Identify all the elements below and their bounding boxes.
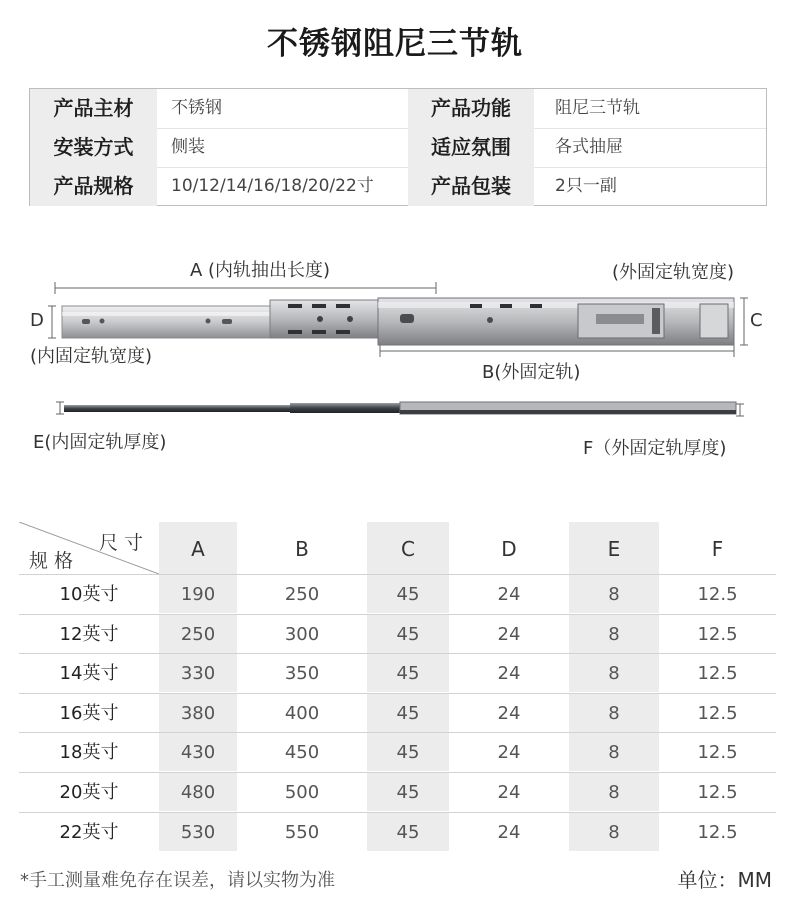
spec-row: [30, 167, 766, 206]
spec-table: [29, 88, 767, 206]
corner-spec-label: 规 格: [29, 550, 74, 572]
spec-value: 不锈钢: [171, 98, 222, 118]
col-header-e: E: [569, 522, 659, 574]
spec-row: [30, 128, 766, 168]
cell-a: 190: [159, 575, 237, 613]
col-header-c: C: [367, 522, 449, 574]
cell-a: 250: [159, 615, 237, 653]
cell-c: 45: [367, 773, 449, 811]
label-a: A (内轨抽出长度): [190, 260, 331, 281]
cell-b: 500: [284, 782, 320, 803]
cell-c: 45: [367, 575, 449, 613]
label-b: B(外固定轨): [482, 362, 581, 383]
cell-e: 8: [569, 615, 659, 653]
cell-e: 8: [569, 654, 659, 692]
spec-label: 适应氛围: [408, 128, 534, 167]
label-inner-width: (内固定轨宽度): [30, 346, 153, 367]
table-row: [19, 772, 776, 811]
cell-f: 12.5: [697, 782, 738, 803]
header-corner: [19, 522, 159, 574]
cell-a: 430: [159, 733, 237, 771]
spec-value: 10/12/14/16/18/20/22寸: [171, 176, 374, 196]
label-outer-width: (外固定轨宽度): [612, 262, 735, 283]
row-spec: 14英寸: [59, 663, 119, 685]
cell-e: 8: [569, 813, 659, 851]
spec-label: 产品主材: [30, 89, 157, 128]
spec-label: 产品功能: [408, 89, 534, 128]
cell-b: 250: [284, 584, 320, 605]
cell-b: 350: [284, 663, 320, 685]
cell-c: 45: [367, 733, 449, 771]
spec-label: 产品包装: [408, 167, 534, 206]
spec-value: 2只一副: [555, 176, 617, 196]
row-spec: 16英寸: [59, 702, 119, 724]
table-row: [19, 732, 776, 771]
cell-a: 330: [159, 654, 237, 692]
cell-d: 24: [497, 623, 521, 645]
cell-d: 24: [497, 821, 521, 843]
label-e: E(内固定轨厚度): [33, 432, 167, 453]
col-header-b: B: [295, 537, 309, 561]
cell-a: 530: [159, 813, 237, 851]
table-row: [19, 693, 776, 732]
label-c: C: [750, 310, 763, 331]
slide-rail-diagram: [0, 240, 790, 480]
row-spec: 22英寸: [59, 821, 119, 843]
spec-label: 产品规格: [30, 167, 157, 206]
size-table-header: [19, 522, 776, 574]
col-header-d: D: [501, 537, 517, 561]
table-row: [19, 653, 776, 692]
cell-a: 480: [159, 773, 237, 811]
cell-f: 12.5: [697, 702, 738, 724]
cell-b: 300: [284, 623, 320, 645]
row-spec: 20英寸: [59, 782, 119, 803]
footnote: *手工测量难免存在误差，请以实物为准: [20, 870, 335, 891]
spec-row: [30, 89, 766, 129]
cell-c: 45: [367, 654, 449, 692]
label-f: F（外固定轨厚度): [583, 438, 727, 459]
cell-c: 45: [367, 813, 449, 851]
spec-label: 安装方式: [30, 128, 157, 167]
cell-b: 550: [284, 821, 320, 843]
cell-f: 12.5: [697, 584, 738, 605]
cell-d: 24: [497, 782, 521, 803]
spec-value: 阻尼三节轨: [555, 98, 640, 118]
cell-f: 12.5: [697, 663, 738, 685]
cell-e: 8: [569, 773, 659, 811]
row-spec: 18英寸: [59, 742, 119, 764]
cell-b: 400: [284, 702, 320, 724]
cell-f: 12.5: [697, 742, 738, 764]
corner-size-label: 尺 寸: [99, 532, 144, 554]
cell-c: 45: [367, 615, 449, 653]
cell-d: 24: [497, 584, 521, 605]
spec-value: 侧装: [171, 137, 205, 157]
cell-a: 380: [159, 694, 237, 732]
cell-d: 24: [497, 663, 521, 685]
cell-e: 8: [569, 694, 659, 732]
row-spec: 10英寸: [59, 584, 119, 605]
table-row: [19, 812, 776, 851]
cell-e: 8: [569, 575, 659, 613]
cell-f: 12.5: [697, 623, 738, 645]
cell-b: 450: [284, 742, 320, 764]
cell-f: 12.5: [697, 821, 738, 843]
table-row: [19, 574, 776, 613]
label-d: D: [30, 310, 44, 331]
cell-c: 45: [367, 694, 449, 732]
unit-label: 单位：MM: [677, 868, 772, 892]
page-title: 不锈钢阻尼三节轨: [267, 26, 523, 62]
cell-d: 24: [497, 742, 521, 764]
row-spec: 12英寸: [59, 623, 119, 645]
table-row: [19, 614, 776, 653]
spec-value: 各式抽屉: [555, 137, 623, 157]
col-header-a: A: [159, 522, 237, 574]
cell-d: 24: [497, 702, 521, 724]
size-table: [19, 522, 776, 852]
col-header-f: F: [711, 537, 724, 561]
cell-e: 8: [569, 733, 659, 771]
